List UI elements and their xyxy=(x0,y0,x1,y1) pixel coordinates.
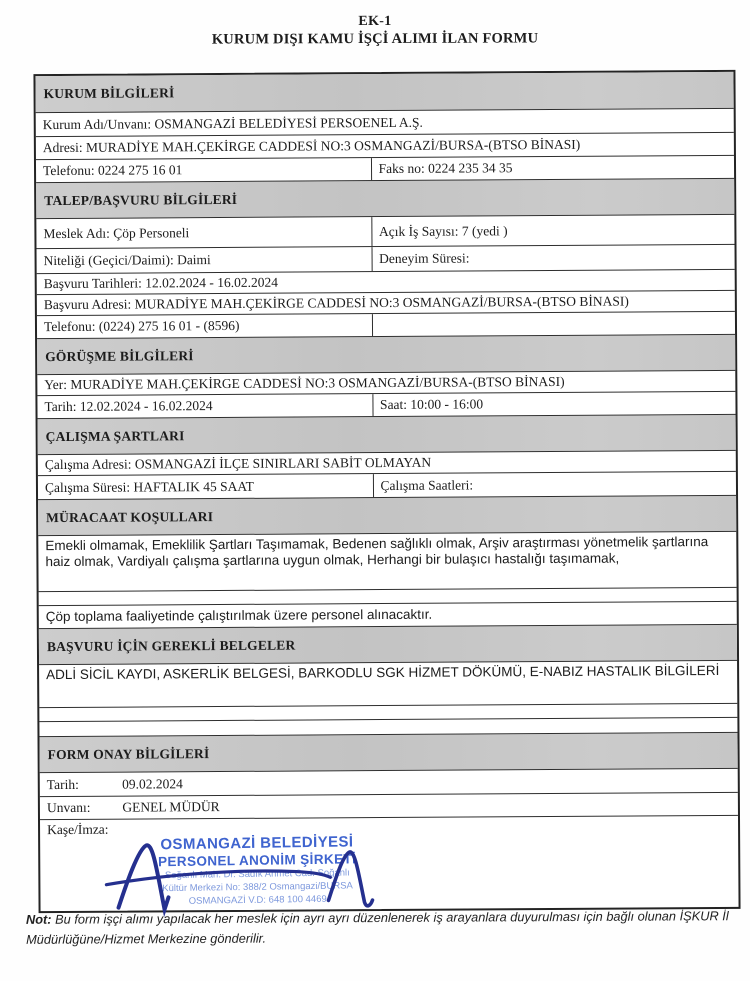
footer-note xyxy=(26,906,734,949)
field-deneyim-suresi: Deneyim Süresi: xyxy=(379,250,470,267)
field-kase-imza xyxy=(40,815,739,911)
stamp-line-5: OSMANGAZİ V.D: 648 100 4469 xyxy=(188,893,327,907)
field-gorusme-tarih: Tarih: 12.02.2024 - 16.02.2024 xyxy=(44,398,213,415)
section-header-kurum-bilgileri: KURUM BİLGİLERİ xyxy=(35,72,733,112)
document-header xyxy=(0,13,750,50)
onay-unvan-value: GENEL MÜDÜR xyxy=(122,799,220,815)
field-kurum-telefon: Telefonu: 0224 275 16 01 xyxy=(42,162,183,179)
empty-row xyxy=(39,723,737,731)
field-onay-unvan xyxy=(40,794,738,818)
field-calisma-saatleri: Çalışma Saatleri: xyxy=(380,477,474,493)
section-header-form-onay: FORM ONAY BİLGİLERİ xyxy=(39,732,737,772)
field-muracaat-kosullar: Emekli olmamak, Emeklilik Şartları Taşımamak, Bedenen sağlıklı olmak, Arşiv araştırması yönetmelik şartlarına haiz olmak, Vardiyalı çalışma şartlarına uygun olmak, Herhangi bir bulaşıcı hastalığı taşımamak, xyxy=(45,534,709,570)
field-basvuru-telefon: Telefonu: (0224) 275 16 01 - (8596) xyxy=(43,317,240,335)
section-header-gorusme-bilgileri: GÖRÜŞME BİLGİLERİ xyxy=(37,334,735,374)
field-onay-tarih xyxy=(40,770,738,794)
doc-code: EK-1 xyxy=(358,13,392,30)
section-header-talep-basvuru: TALEP/BAŞVURU BİLGİLERİ xyxy=(36,178,734,218)
field-gorusme-yer: Yer: MURADİYE MAH.ÇEKİRGE CADDESİ NO:3 OSMANGAZİ/BURSA-(BTSO BİNASI) xyxy=(44,373,565,393)
onay-tarih-value: 09.02.2024 xyxy=(122,775,183,792)
field-basvuru-tarihleri: Başvuru Tarihleri: 12.02.2024 - 16.02.2024 xyxy=(43,274,279,292)
field-basvuru-adresi: Başvuru Adresi: MURADİYE MAH.ÇEKİRGE CADDESİ NO:3 OSMANGAZİ/BURSA-(BTSO BİNASI) xyxy=(43,293,629,313)
form-table xyxy=(33,70,740,913)
field-niteligi: Niteliği (Geçici/Daimi): Daimi xyxy=(43,252,211,269)
field-meslek-adi: Meslek Adı: Çöp Personeli xyxy=(43,224,190,241)
field-kurum-adi: Kurum Adı/Unvanı: OSMANGAZİ BELEDİYESİ PERSOENEL A.Ş. xyxy=(42,114,423,132)
company-stamp xyxy=(92,832,423,909)
kase-imza-label: Kaşe/İmza: xyxy=(47,821,109,838)
empty-row xyxy=(39,708,737,716)
stamp-line-3: Soğanlı Mah. Dr. Sadık Ahmet Cad. Soğanlı xyxy=(164,867,350,882)
stamp-line-4: Kültür Merkezi No: 388/2 Osmangazi/BURSA xyxy=(162,880,353,895)
field-kurum-adresi: Adresi: MURADİYE MAH.ÇEKİRGE CADDESİ NO:3 OSMANGAZİ/BURSA-(BTSO BİNASI) xyxy=(42,136,581,156)
empty-row xyxy=(39,592,737,600)
section-header-gerekli-belgeler: BAŞVURU İÇİN GEREKLİ BELGELER xyxy=(39,624,737,664)
footer-note-text: Bu form işçi alımı yapılacak her meslek için ayrı ayrı düzenlenerek iş arayanlara duyurulması için bağlı olunan İŞKUR İl Müdürlüğüne/Hizmet Merkezine gönderilir. xyxy=(26,908,729,947)
onay-unvan-label: Unvanı: xyxy=(46,799,91,816)
field-calisma-adresi: Çalışma Adresi: OSMANGAZİ İLÇE SINIRLARI SABİT OLMAYAN xyxy=(44,454,432,473)
field-gorusme-saat: Saat: 10:00 - 16:00 xyxy=(379,396,484,413)
field-muracaat-aciklama: Çöp toplama faaliyetinde çalıştırılmak üzere personel alınacaktır. xyxy=(45,606,433,625)
field-basvuru-telefon-empty xyxy=(373,323,387,327)
onay-tarih-label: Tarih: xyxy=(46,776,79,792)
stamp-line-2: PERSONEL ANONİM ŞİRKETİ xyxy=(157,851,357,870)
page-title: KURUM DIŞI KAMU İŞÇİ ALIMI İLAN FORMU xyxy=(211,30,539,48)
field-belgeler-liste: ADLİ SİCİL KAYDI, ASKERLİK BELGESİ, BARKODLU SGK HİZMET DÖKÜMÜ, E-NABIZ HASTALIK BİLGİLERİ xyxy=(46,662,720,683)
section-header-muracaat-kosullari: MÜRACAAT KOŞULLARI xyxy=(38,495,736,535)
field-acik-is-sayisi: Açık İş Sayısı: 7 (yedi ) xyxy=(378,222,508,239)
footer-note-label: Not: xyxy=(25,911,52,927)
field-calisma-suresi: Çalışma Süresi: HAFTALIK 45 SAAT xyxy=(44,478,254,495)
field-kurum-faks: Faks no: 0224 235 34 35 xyxy=(378,160,513,177)
section-header-calisma-sartlari: ÇALIŞMA ŞARTLARI xyxy=(38,414,736,454)
stamp-line-1: OSMANGAZİ BELEDİYESİ xyxy=(160,833,354,854)
